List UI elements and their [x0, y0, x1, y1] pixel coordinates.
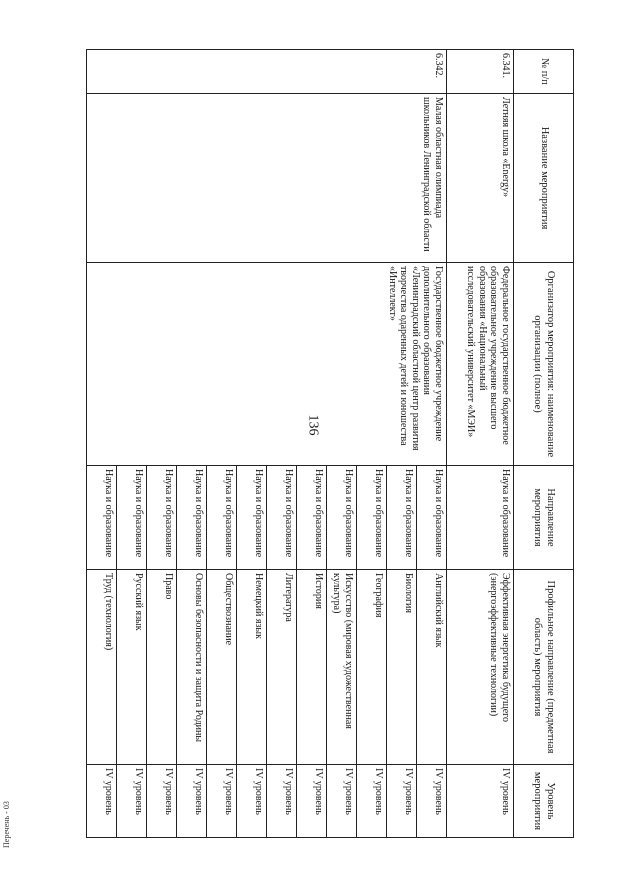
event-direction: Наука и образование [237, 466, 267, 570]
event-profile: Право [147, 570, 177, 765]
event-direction: Наука и образование [87, 466, 117, 570]
row-num: 6.341. [447, 50, 514, 94]
event-direction: Наука и образование [447, 466, 514, 570]
header-name: Название мероприятия [514, 94, 574, 263]
table-header-row [514, 50, 574, 838]
event-profile: Биология [387, 570, 417, 765]
event-organizer: Государственное бюджетное учреждение дополнительного образования «Ленинградский областной центр развития творчества одаренных детей и юношества «Интеллект» [87, 263, 447, 466]
event-direction: Наука и образование [177, 466, 207, 570]
header-num: № п/п [514, 50, 574, 94]
event-level: IV уровень [237, 765, 267, 838]
event-profile: Искусство (мировая художественная культура) [327, 570, 357, 765]
event-direction: Наука и образование [297, 466, 327, 570]
event-level: IV уровень [447, 765, 514, 838]
event-direction: Наука и образование [207, 466, 237, 570]
event-profile: История [297, 570, 327, 765]
event-profile: Русский язык [117, 570, 147, 765]
event-profile: Обществознание [207, 570, 237, 765]
event-direction: Наука и образование [357, 466, 387, 570]
event-profile: Литература [267, 570, 297, 765]
event-level: IV уровень [357, 765, 387, 838]
event-level: IV уровень [297, 765, 327, 838]
event-organizer: Федеральное государственное бюджетное образовательное учреждение высшего образования «Национальный исследовательский университет «МЭИ» [447, 263, 514, 466]
event-name: Летняя школа «Energy» [447, 94, 514, 263]
events-table [86, 49, 574, 838]
event-direction: Наука и образование [327, 466, 357, 570]
events-table-wrapper [103, 49, 574, 837]
event-level: IV уровень [417, 765, 447, 838]
header-organizer: Организатор мероприятия: наименование организации (полное) [514, 263, 574, 466]
event-direction: Наука и образование [117, 466, 147, 570]
event-profile: Основы безопасности и защита Родины [177, 570, 207, 765]
event-level: IV уровень [117, 765, 147, 838]
event-level: IV уровень [207, 765, 237, 838]
page-number: 136 [305, 414, 321, 436]
event-level: IV уровень [327, 765, 357, 838]
header-level: Уровень мероприятия [514, 765, 574, 838]
event-direction: Наука и образование [417, 466, 447, 570]
event-profile: География [357, 570, 387, 765]
table-row [417, 50, 447, 838]
event-profile: Немецкий язык [237, 570, 267, 765]
event-profile: Эффективная энергетика будущего (энергоэффективные технологии) [447, 570, 514, 765]
header-direction: Направление мероприятия [514, 466, 574, 570]
table-row [447, 50, 514, 838]
event-level: IV уровень [387, 765, 417, 838]
header-profile: Профильное направление (предметная область) мероприятия [514, 570, 574, 765]
event-direction: Наука и образование [267, 466, 297, 570]
event-name: Малая областная олимпиада школьников Ленинградской области [87, 94, 447, 263]
event-direction: Наука и образование [147, 466, 177, 570]
row-num: 6.342. [87, 50, 447, 94]
event-direction: Наука и образование [387, 466, 417, 570]
footer-note: Перечень - 03 [2, 801, 11, 848]
event-level: IV уровень [87, 765, 117, 838]
event-level: IV уровень [177, 765, 207, 838]
event-profile: Английский язык [417, 570, 447, 765]
event-level: IV уровень [267, 765, 297, 838]
event-level: IV уровень [147, 765, 177, 838]
event-profile: Труд (технология) [87, 570, 117, 765]
